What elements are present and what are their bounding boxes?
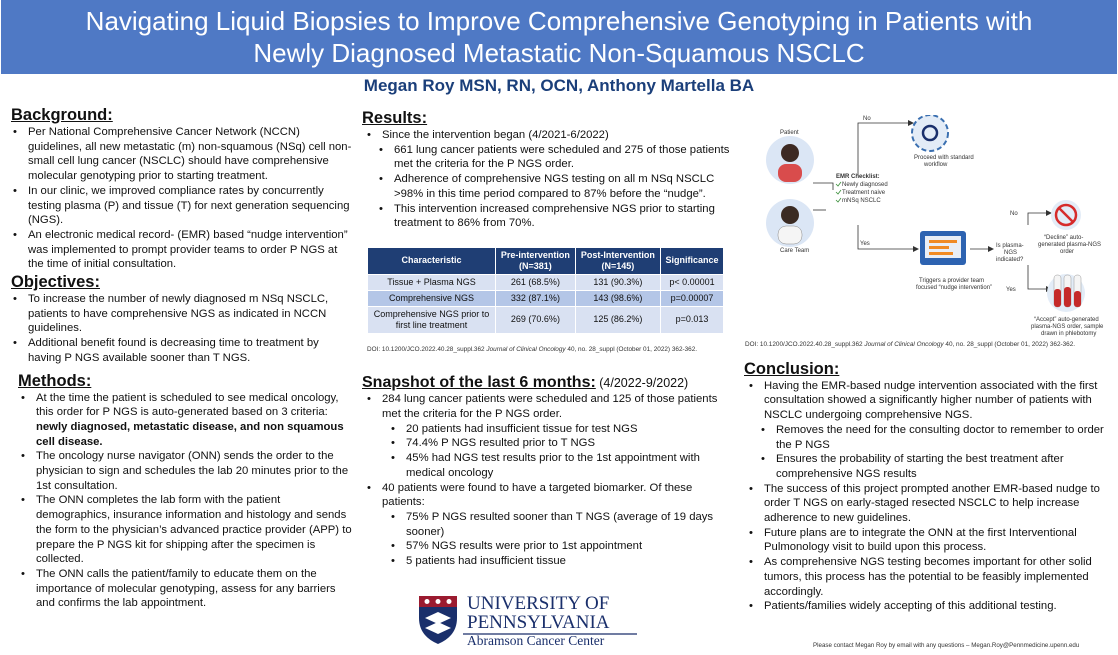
table-row [368,274,724,290]
doi-journal: Journal of Clinical Oncology [486,345,566,353]
gear-icon [912,115,948,151]
methods-item-text: At the time the patient is scheduled to see medical oncology, this order for P NGS is auto-generated based on 3 criteria: [36,391,339,419]
list-item: • Ensures the probability of starting the best treatment after comprehensive NGS results [756,452,1114,481]
objectives-heading: Objectives: [11,273,100,292]
doi-journal: Journal of Clinical Oncology [864,341,944,348]
middle-column [362,109,734,569]
decline-icon [1051,200,1081,230]
question-text-2: NGS [1004,250,1018,256]
list-item: • 75% P NGS resulted sooner than T NGS (average of 19 days sooner) [386,510,734,539]
results-doi [367,343,734,358]
list-item: • Having the EMR-based nudge intervention associated with the first consultation showed a significantly higher number of patients with NSCLC undergoing comprehensive NGS. [744,379,1114,423]
logo-line-2: PENNSYLVANIA [467,612,610,633]
doi-text: DOI: 10.1200/JCO.2022.40.28_suppl.362 [367,345,487,353]
accept-text-3: drawn in phlebotomy [1041,331,1097,337]
table-row [368,306,724,333]
computer-icon [920,231,966,265]
list-item: • The ONN completes the lab form with the patient demographics, insurance information and histology and sends the form to the physician’s advanced practice provider (APP) to prepare the P NGS kit for shipping after the specimen is collected. [16,493,353,567]
table-header [575,247,660,274]
emr-flowchart [748,115,1113,340]
snapshot-sublist-1 [362,422,734,481]
list-item: • This intervention increased comprehensive NGS prior to starting treatment to 86% from 70%. [374,202,734,231]
patient-label: Patient [780,130,799,136]
question-text-3: indicated? [996,257,1024,263]
table-header: Significance [660,247,723,274]
results-table [367,247,724,334]
yes-label: Yes [860,241,870,247]
list-item: • Adherence of comprehensive NGS testing on all m NSq NSCLC >98% in this time period compared to 87% before the “nudge”. [374,172,734,201]
table-cell: 332 (87.1%) [496,290,576,306]
title-line-2: Newly Diagnosed Metastatic Non-Squamous NSCLC [253,38,865,68]
background-heading: Background: [11,106,113,124]
list-item: • To increase the number of newly diagnosed m NSq NSCLC, patients to have comprehensive NGS as indicated in NCCN guidelines. [8,292,353,336]
decline-text-3: order [1060,249,1075,255]
checkmark-icon [836,182,841,202]
authors: Megan Roy MSN, RN, OCN, Anthony Martella BA [363,76,755,95]
objectives-list [8,292,353,366]
table-cell: 131 (90.3%) [575,274,660,290]
title-banner [1,0,1117,74]
question-text-1: Is plasma- [996,243,1024,249]
methods-list [8,391,353,612]
checklist-item: mNSq NSCLC [842,198,881,204]
list-item: • In our clinic, we improved compliance rates by concurrently testing plasma (P) and tissue (T) for next generation sequencing (NGS). [8,184,353,228]
table-header-n: (N=145) [601,260,635,271]
penn-logo [415,592,640,646]
table-cell: Comprehensive NGS [368,290,496,306]
doi-text: 40, no. 28_suppl (October 01, 2022) 362-362. [565,345,698,353]
list-item: • 40 patients were found to have a targeted biomarker. Of these patients: [362,481,734,510]
table-header-row [368,247,724,274]
list-item: • Removes the need for the consulting doctor to remember to order the P NGS [756,423,1114,452]
accept-text-2: plasma-NGS order, sample [1031,324,1104,330]
list-item: • The oncology nurse navigator (ONN) sends the order to the physician to sign and schedules the lab 20 minutes prior to the 1st consultation. [16,449,353,493]
list-item: • The ONN calls the patient/family to educate them on the importance of molecular genotyping, assess for any barriers and confirms the lab appointment. [16,567,353,611]
checklist-item: Newly diagnosed [842,182,888,188]
snapshot-list-2 [362,481,734,510]
contact-footer: Please contact Megan Roy by email with any questions – Megan.Roy@Pennmedicine.upenn.edu [813,642,1080,649]
table-header-label: Pre-intervention [500,249,570,260]
title-line-1: Navigating Liquid Biopsies to Improve Comprehensive Genotyping in Patients with [85,6,1033,36]
table-cell: Tissue + Plasma NGS [368,274,496,290]
patient-icon [766,136,814,184]
list-item: • Since the intervention began (4/2021-6/2022) [362,128,734,143]
standard-workflow-2: workflow [924,162,948,168]
doi-text: DOI: 10.1200/JCO.2022.40.28_suppl.362 [745,341,865,348]
table-cell: p< 0.00001 [660,274,723,290]
table-cell: 269 (70.6%) [496,306,576,333]
logo-line-1: UNIVERSITY OF [467,593,610,614]
list-item: • The success of this project prompted another EMR-based nudge to order T NGS on early-staged resected NSCLC to help increase adherence to new guidelines. [744,482,1114,526]
methods-criteria: newly diagnosed, metastatic disease, and non squamous cell disease. [36,420,344,448]
table-cell: 143 (98.6%) [575,290,660,306]
conclusion-sublist [744,423,1114,482]
list-item: • 45% had NGS test results prior to the 1st appointment with medical oncology [386,451,734,480]
left-column [8,106,353,611]
list-item: • Additional benefit found is decreasing time to treatment by having P NGS available sooner than T NGS. [8,336,353,365]
penn-shield-icon [415,592,640,646]
list-item: • 284 lung cancer patients were scheduled and 125 of those patients met the criteria for the P NGS order. [362,392,734,421]
table-cell: 125 (86.2%) [575,306,660,333]
checklist-title: EMR Checklist: [836,174,880,180]
logo-line-3: Abramson Cancer Center [467,633,605,646]
table-header-label: Post-Intervention [580,249,655,260]
no-label: No [1010,211,1018,217]
snapshot-heading-text: Snapshot of the last 6 months: [362,373,596,391]
table-header-n: (N=381) [519,260,552,271]
care-team-label: Care Team [780,248,810,254]
conclusion-list [744,379,1114,423]
list-item: • Per National Comprehensive Cancer Network (NCCN) guidelines, all new metastatic (m) non-squamous (NSq) cell non-small cell lung cancer (NSCLC) should have comprehensive molecular genotyping prior to starting treatment. [8,125,353,184]
decline-text-1: “Decline” auto- [1044,235,1084,241]
snapshot-heading [362,373,734,391]
standard-workflow-1: Proceed with standard [914,155,974,161]
results-heading: Results: [362,109,428,127]
list-item: • An electronic medical record- (EMR) based “nudge intervention” was implemented to prompt provider teams to order P NGS at the time of initial consultation. [8,228,353,272]
list-item: • 5 patients had insufficient tissue [386,554,734,569]
table-cell: p=0.013 [660,306,723,333]
right-column [744,338,1114,614]
table-cell: p=0.00007 [660,290,723,306]
table-cell: Comprehensive NGS prior to first line treatment [368,306,496,333]
list-item: • 661 lung cancer patients were scheduled and 275 of those patients met the criteria for the P NGS order. [374,143,734,172]
trigger-text-2: focused “nudge intervention” [916,285,993,291]
results-list [362,128,734,143]
conclusion-heading: Conclusion: [744,359,840,378]
list-item: • 74.4% P NGS resulted prior to T NGS [386,436,734,451]
list-item: • 57% NGS results were prior to 1st appointment [386,539,734,554]
table-cell: 261 (68.5%) [496,274,576,290]
table-row [368,290,724,306]
snapshot-list [362,392,734,421]
list-item: • 20 patients had insufficient tissue for test NGS [386,422,734,437]
table-header: Characteristic [368,247,496,274]
trigger-text-1: Triggers a provider team [919,278,985,284]
decline-text-2: generated plasma-NGS [1038,242,1102,248]
list-item: • Patients/families widely accepting of this additional testing. [744,599,1114,614]
no-label: No [863,116,871,122]
checklist-item: Treatment naive [842,190,886,196]
snapshot-range: (4/2022-9/2022) [595,375,689,390]
table-header [496,247,576,274]
results-sublist [362,143,734,231]
methods-heading: Methods: [18,371,92,390]
care-team-icon [766,199,814,247]
flowchart-doi [745,338,1114,353]
accept-text-1: “Accept” auto-generated [1034,317,1099,323]
list-item [16,391,353,450]
yes-label: Yes [1006,287,1016,293]
list-item: • Future plans are to integrate the ONN at the first Interventional Pulmonology visit to build upon this process. [744,526,1114,555]
doi-text: 40, no. 28_suppl (October 01, 2022) 362-362. [943,341,1076,348]
blood-tubes-icon [1047,274,1085,312]
list-item: • As comprehensive NGS testing becomes important for other solid tumors, this process has the potential to be feasibly implemented accordingly. [744,555,1114,599]
snapshot-sublist-2 [362,510,734,569]
conclusion-list-2 [744,482,1114,614]
background-list [8,125,353,272]
